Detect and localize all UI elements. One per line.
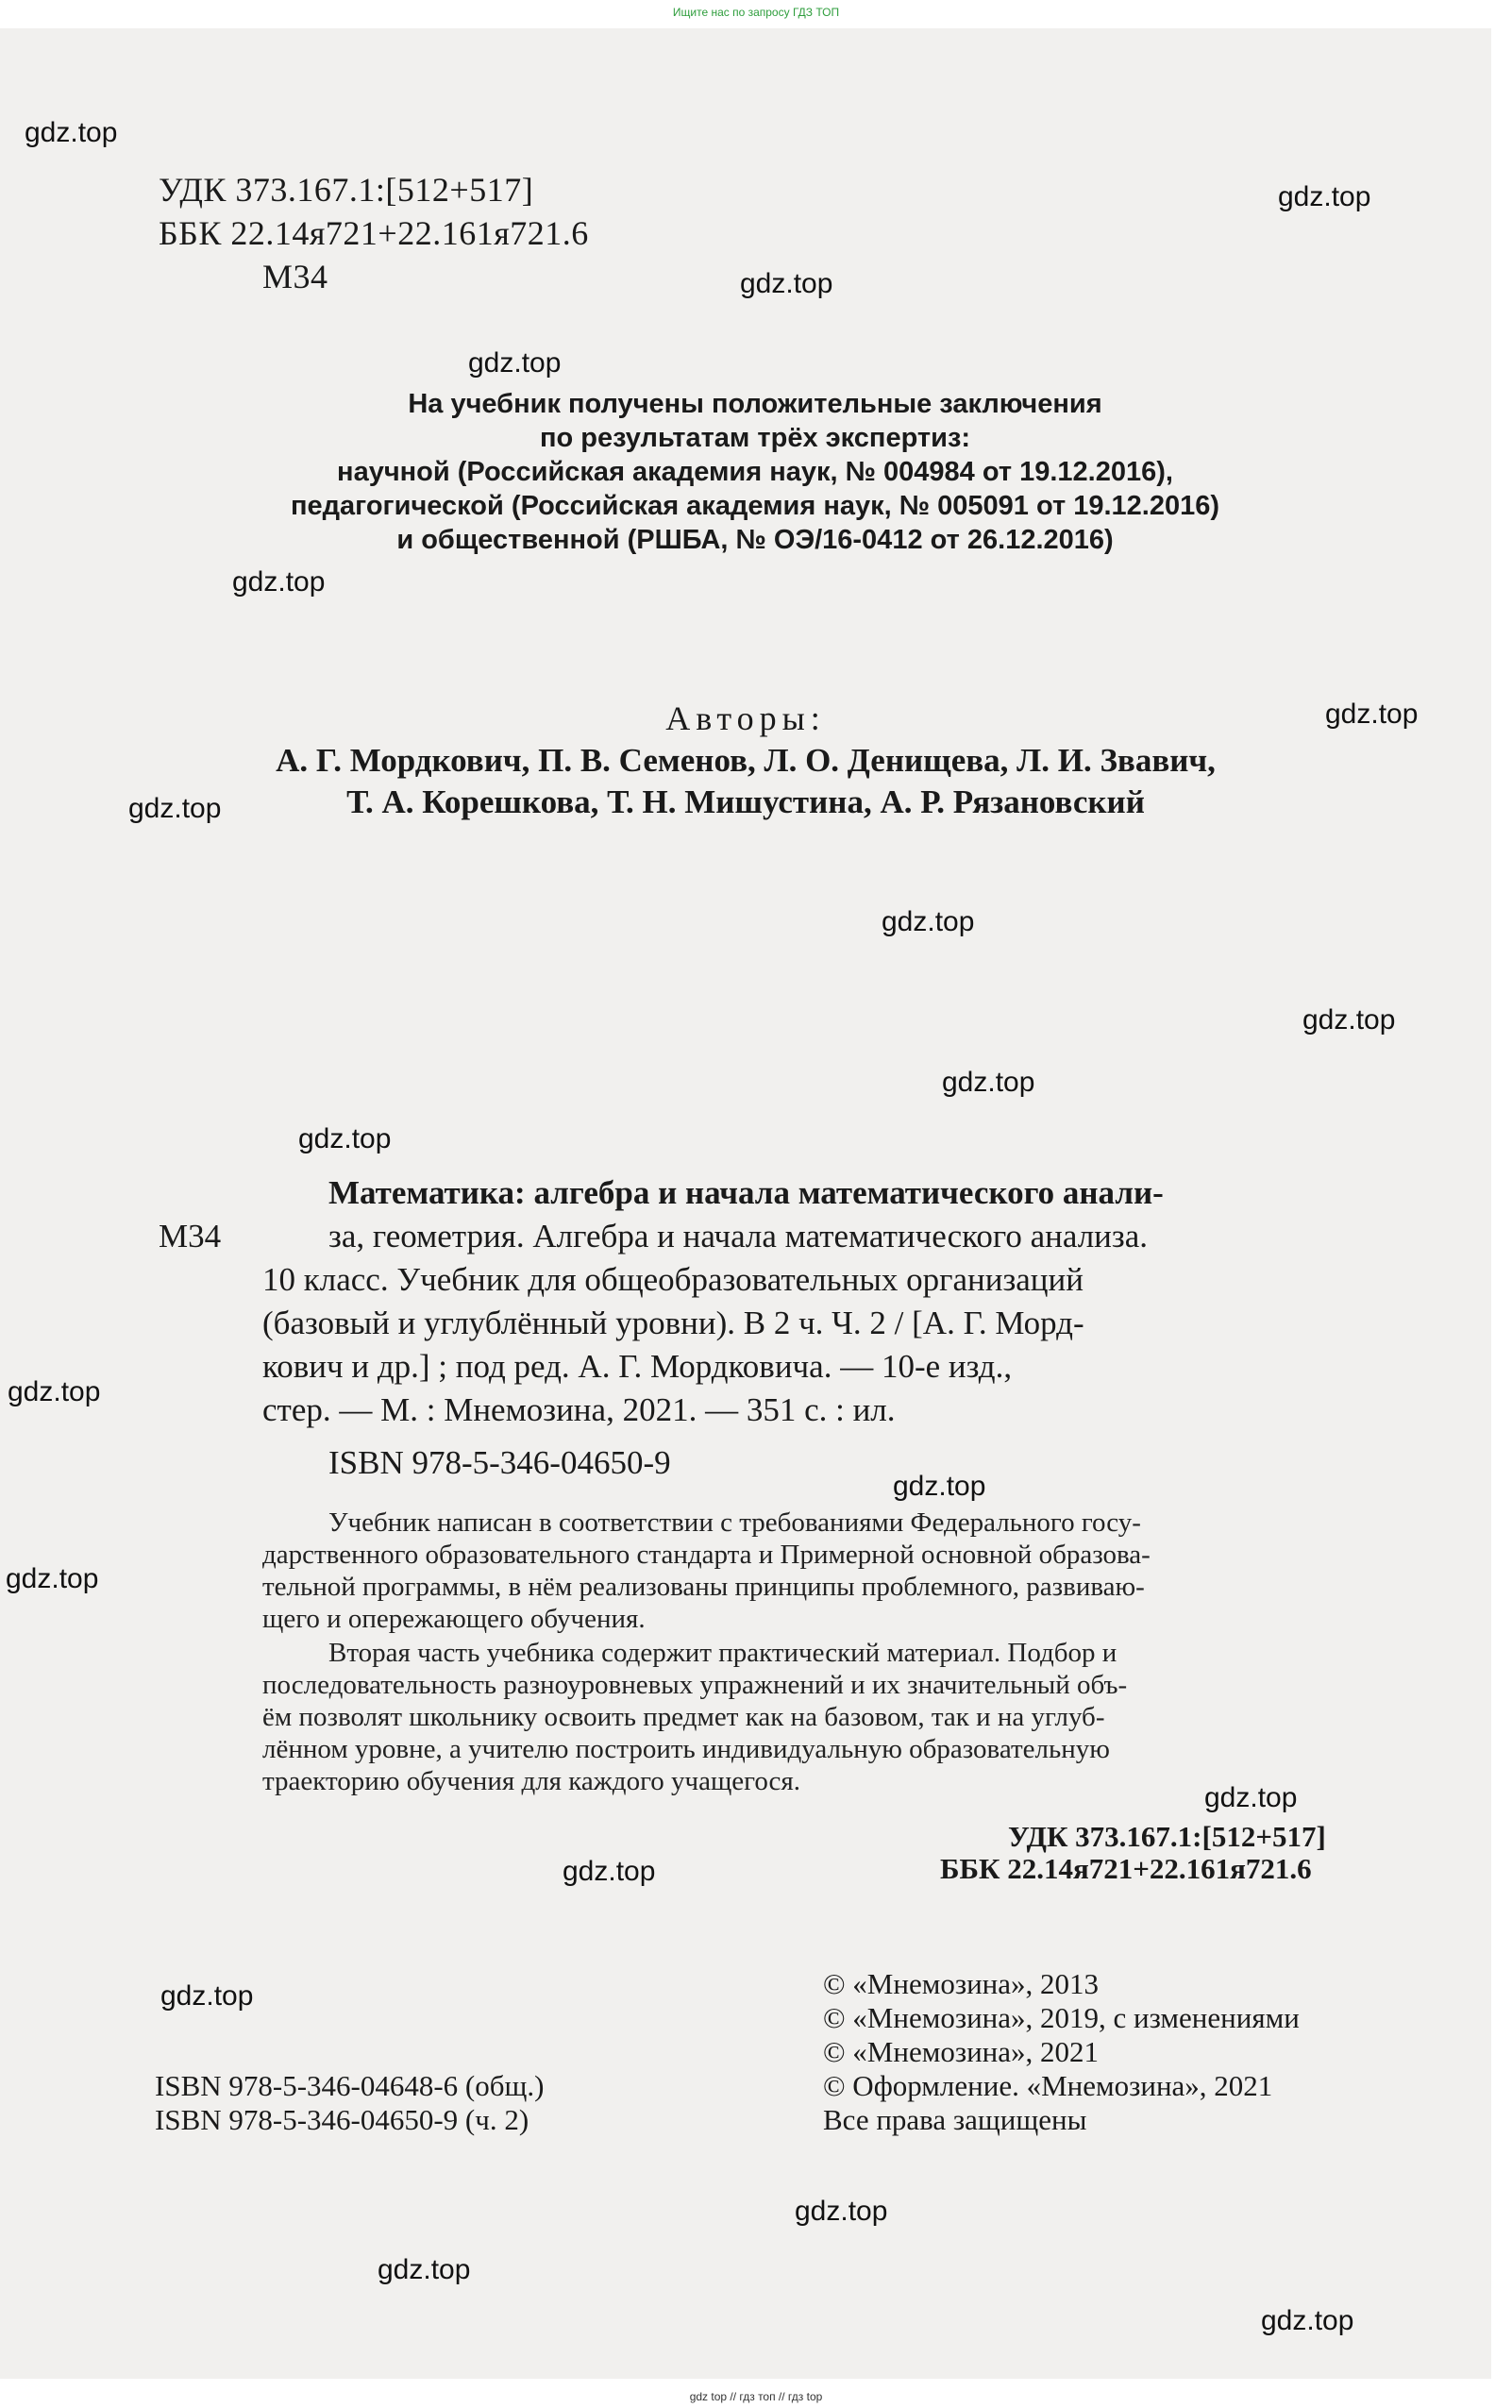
authors-line-2: Т. А. Корешкова, Т. Н. Мишустина, А. Р. Рязановский xyxy=(346,783,1145,820)
isbn-line-1: ISBN 978-5-346-04648-6 (общ.) xyxy=(155,2069,545,2102)
bib-line-3: (базовый и углублённый уровни). В 2 ч. Ч. 2 / [А. Г. Морд- xyxy=(262,1305,1084,1341)
header-note: Ищите нас по запросу ГДЗ ТОП xyxy=(672,6,840,19)
expertise-line-4: педагогической (Российская академия наук, № 005091 от 19.12.2016) xyxy=(290,491,1220,521)
bbk-top: ББК 22.14я721+22.161я721.6 xyxy=(159,214,589,252)
annotation-line-2: дарственного образовательного стандарта и Примерной основной образова- xyxy=(262,1540,1151,1570)
watermark: gdz.top xyxy=(1278,181,1371,212)
watermark: gdz.top xyxy=(160,1980,254,2012)
book-page xyxy=(0,28,1491,2379)
watermark: gdz.top xyxy=(893,1471,986,1502)
authors-line-1: А. Г. Мордкович, П. В. Семенов, Л. О. Денищева, Л. И. Звавич, xyxy=(276,742,1216,779)
copyright-line-2: © «Мнемозина», 2019, с изменениями xyxy=(823,2001,1300,2034)
annotation-line-1: Учебник написан в соответствии с требованиями Федерального госу- xyxy=(328,1507,1141,1538)
watermark: gdz.top xyxy=(882,906,975,937)
annotation-line-9: траекторию обучения для каждого учащегося. xyxy=(262,1766,801,1796)
watermark: gdz.top xyxy=(232,566,326,598)
bib-code: М34 xyxy=(159,1218,222,1255)
udk-bottom: УДК 373.167.1:[512+517] xyxy=(1008,1820,1326,1853)
bib-title: Математика: алгебра и начала математического анали- xyxy=(328,1174,1164,1211)
bib-line-1: за, геометрия. Алгебра и начала математического анализа. xyxy=(328,1218,1149,1255)
authors-heading: Авторы: xyxy=(665,699,826,737)
watermark: gdz.top xyxy=(468,347,562,379)
watermark: gdz.top xyxy=(740,268,833,299)
copyright-line-4: © Оформление. «Мнемозина», 2021 xyxy=(823,2069,1273,2102)
watermark: gdz.top xyxy=(6,1563,99,1594)
annotation-line-6: последовательность разноуровневых упражнений и их значительный объ- xyxy=(262,1670,1128,1700)
watermark: gdz.top xyxy=(298,1123,392,1154)
watermark: gdz.top xyxy=(128,793,222,824)
copyright-line-1: © «Мнемозина», 2013 xyxy=(823,1967,1100,2000)
bib-line-5: стер. — М. : Мнемозина, 2021. — 351 с. : ил. xyxy=(262,1391,896,1428)
bbk-bottom: ББК 22.14я721+22.161я721.6 xyxy=(940,1852,1312,1885)
annotation-line-7: ём позволят школьнику освоить предмет как на базовом, так и на углуб- xyxy=(262,1702,1105,1732)
expertise-line-2: по результатам трёх экспертиз: xyxy=(539,423,971,453)
bib-line-4: кович и др.] ; под ред. А. Г. Мордковича. — 10-е изд., xyxy=(262,1348,1013,1385)
bib-line-2: 10 класс. Учебник для общеобразовательных организаций xyxy=(262,1261,1084,1298)
watermark: gdz.top xyxy=(1325,699,1419,730)
expertise-line-5: и общественной (РШБА, № ОЭ/16-0412 от 26.12.2016) xyxy=(396,525,1114,555)
watermark: gdz.top xyxy=(795,2196,888,2227)
footer-note: gdz top // гдз топ // гдз top xyxy=(689,2390,823,2403)
annotation-line-4: щего и опережающего обучения. xyxy=(262,1604,646,1634)
copyright-line-3: © «Мнемозина», 2021 xyxy=(823,2035,1100,2068)
watermark: gdz.top xyxy=(563,1856,656,1887)
code-top: М34 xyxy=(262,258,328,295)
watermark: gdz.top xyxy=(8,1376,101,1407)
copyright-line-5: Все права защищены xyxy=(823,2103,1087,2136)
isbn-main: ISBN 978-5-346-04650-9 xyxy=(328,1444,671,1481)
expertise-line-3: научной (Российская академия наук, № 004984 от 19.12.2016), xyxy=(337,457,1173,487)
expertise-line-1: На учебник получены положительные заключения xyxy=(408,389,1102,419)
isbn-line-2: ISBN 978-5-346-04650-9 (ч. 2) xyxy=(155,2103,529,2136)
annotation-line-8: лённом уровне, а учителю построить индивидуальную образовательную xyxy=(262,1734,1110,1764)
udk-top: УДК 373.167.1:[512+517] xyxy=(159,171,534,209)
annotation-line-3: тельной программы, в нём реализованы принципы проблемного, развиваю- xyxy=(262,1572,1145,1602)
watermark: gdz.top xyxy=(1261,2305,1354,2336)
annotation-line-5: Вторая часть учебника содержит практический материал. Подбор и xyxy=(328,1638,1117,1668)
watermark: gdz.top xyxy=(942,1067,1035,1098)
watermark: gdz.top xyxy=(1204,1782,1298,1813)
watermark: gdz.top xyxy=(378,2254,471,2285)
watermark: gdz.top xyxy=(1302,1004,1396,1036)
watermark: gdz.top xyxy=(25,117,118,148)
